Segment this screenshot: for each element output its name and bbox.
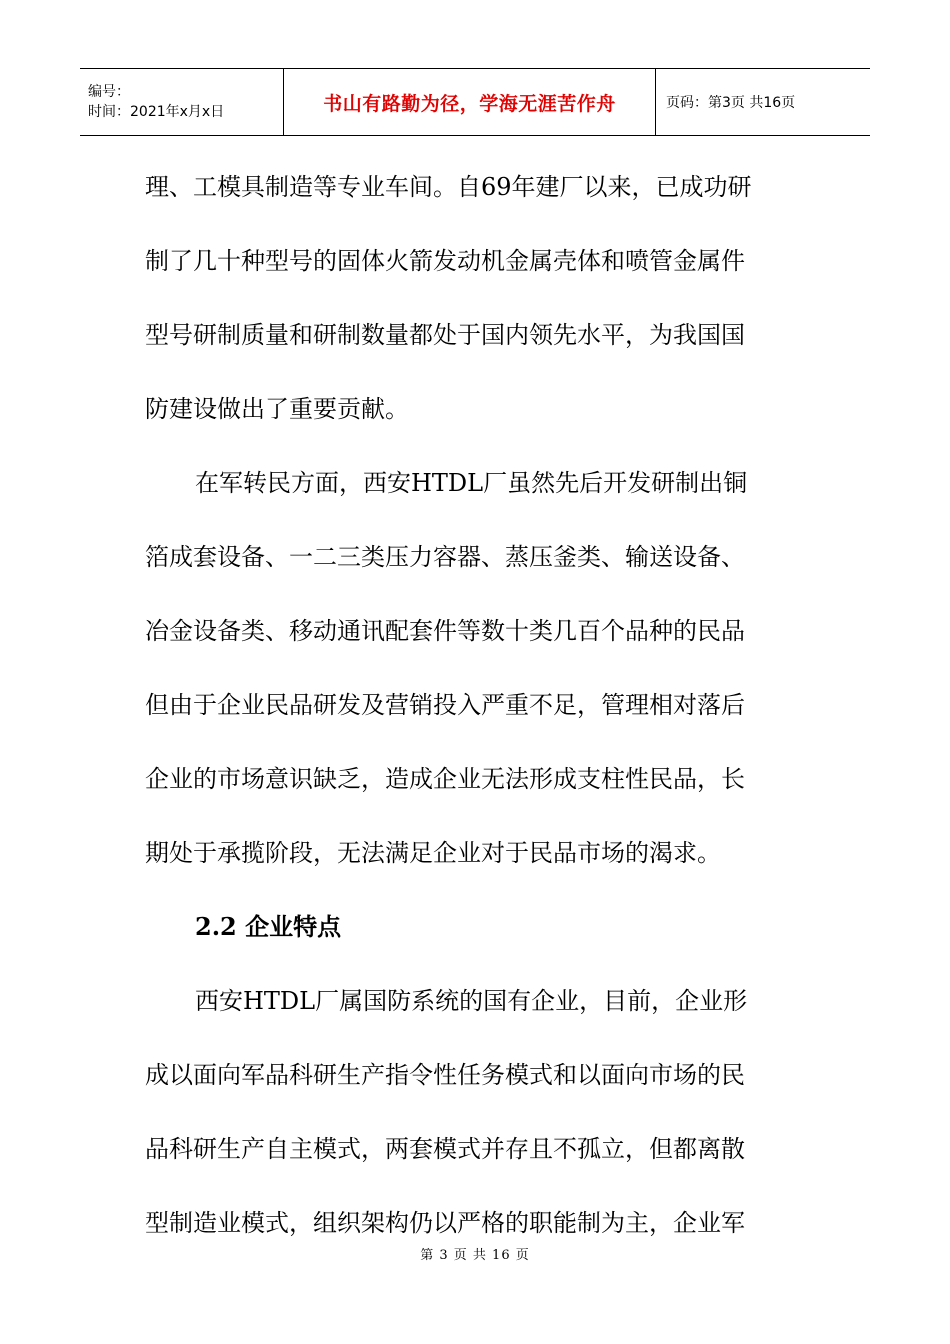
footer-page-number: 第 3 页 共 16 页 bbox=[420, 1248, 530, 1263]
header-page-info bbox=[656, 69, 870, 135]
body-line: 成以面向军品科研生产指令性任务模式和以面向市场的民 bbox=[145, 1061, 745, 1089]
section-heading: 2.2 企业特点 bbox=[195, 912, 342, 941]
document-date-label: 时间：2021年x月x日 bbox=[88, 104, 225, 120]
body-line: 制了几十种型号的固体火箭发动机金属壳体和喷管金属件 bbox=[145, 247, 745, 275]
header-meta bbox=[80, 69, 283, 135]
motto-text: 书山有路勤为径，学海无涯苦作舟 bbox=[323, 92, 616, 115]
body-line: 理、工模具制造等专业车间。自69年建厂以来，已成功研 bbox=[145, 173, 752, 201]
body-line: 型号研制质量和研制数量都处于国内领先水平，为我国国 bbox=[145, 321, 745, 349]
body-line: 型制造业模式，组织架构仍以严格的职能制为主，企业军 bbox=[145, 1209, 745, 1237]
page-info-text: 页码：第3页 共16页 bbox=[666, 95, 796, 111]
body-line: 企业的市场意识缺乏，造成企业无法形成支柱性民品，长 bbox=[145, 765, 745, 793]
paragraph-first-line: 在军转民方面，西安HTDL厂虽然先后开发研制出铜 bbox=[195, 469, 748, 497]
body-line: 但由于企业民品研发及营销投入严重不足，管理相对落后 bbox=[145, 691, 745, 719]
page-footer bbox=[0, 1244, 950, 1263]
paragraph-first-line: 西安HTDL厂属国防系统的国有企业，目前，企业形 bbox=[195, 987, 748, 1015]
body-line: 期处于承揽阶段，无法满足企业对于民品市场的渴求。 bbox=[145, 839, 721, 867]
body-line: 品科研生产自主模式，两套模式并存且不孤立，但都离散 bbox=[145, 1135, 745, 1163]
document-body bbox=[145, 150, 810, 1260]
document-number-label: 编号： bbox=[88, 84, 130, 100]
document-header bbox=[80, 68, 870, 136]
body-line: 冶金设备类、移动通讯配套件等数十类几百个品种的民品 bbox=[145, 617, 745, 645]
body-line: 防建设做出了重要贡献。 bbox=[145, 395, 409, 423]
body-line: 箔成套设备、一二三类压力容器、蒸压釜类、输送设备、 bbox=[145, 543, 745, 571]
header-motto bbox=[283, 69, 656, 135]
